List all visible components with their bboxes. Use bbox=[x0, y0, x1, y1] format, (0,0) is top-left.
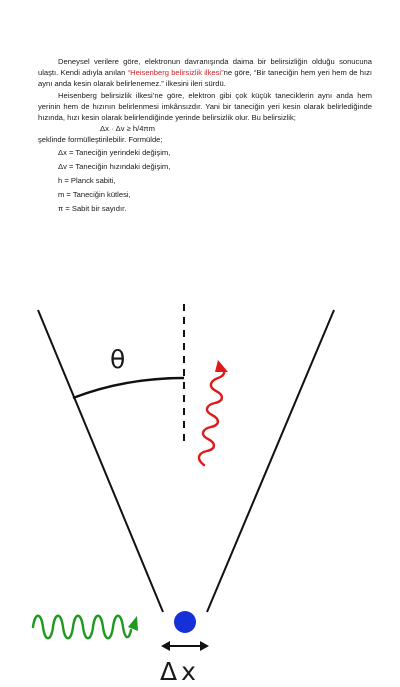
angle-arc bbox=[73, 378, 184, 398]
uncertainty-formula: Δx · Δv ≥ h/4πm bbox=[100, 124, 155, 134]
incoming-photon-arrowhead bbox=[128, 616, 138, 631]
heisenberg-principle-highlight: “Heisenberg belirsizlik ilkesi” bbox=[127, 68, 224, 78]
delta-x-label: Δx bbox=[160, 657, 200, 686]
incoming-photon-wave bbox=[33, 616, 131, 639]
scattered-photon-wave bbox=[199, 368, 224, 465]
paragraph-1-start: Deneysel verilere göre, elektronun davranışında daima bir belirsizliğin olduğu sonucuna ulaştı. Kendi adıyla anılan bbox=[38, 57, 372, 78]
definition-item: Δx = Taneciğin yerindeki değişim, bbox=[58, 147, 171, 157]
paragraph-3: şeklinde formülleştirilebilir. Formülde; bbox=[38, 135, 163, 145]
delta-x-arrowhead-left bbox=[161, 641, 170, 651]
cone-right-line bbox=[207, 310, 334, 612]
delta-x-arrowhead-right bbox=[200, 641, 209, 651]
definition-item: h = Planck sabiti, bbox=[58, 175, 116, 185]
definition-item: Δv = Taneciğin hızındaki değişim, bbox=[58, 161, 171, 171]
scattered-photon-arrowhead bbox=[215, 360, 228, 372]
electron bbox=[174, 611, 196, 633]
definition-item: π = Sabit bir sayıdır. bbox=[58, 203, 127, 213]
paragraph-2: Heisenberg belirsizlik ilkesi’ne göre, elektron gibi çok küçük taneciklerin aynı anda hem yerinin hem de hızının belirlenmesi imkânsızdır. Yani bir taneciğin yeri kesin olarak belirlediğinde hızında, hızı kesin olarak belirlendiğinde yerinde belirsizlik olur. Bu belirsizlik; bbox=[38, 90, 372, 123]
paragraph-1-end: ne göre, “Bir taneciğin hem yeri hem de hızı aynı anda kesin olarak belirlenemez.” ilkesini ileri sürdü. bbox=[38, 68, 372, 89]
cone-left-line bbox=[38, 310, 163, 612]
definition-item: m = Taneciğin kütlesi, bbox=[58, 189, 131, 199]
theta-label: θ bbox=[110, 345, 126, 374]
